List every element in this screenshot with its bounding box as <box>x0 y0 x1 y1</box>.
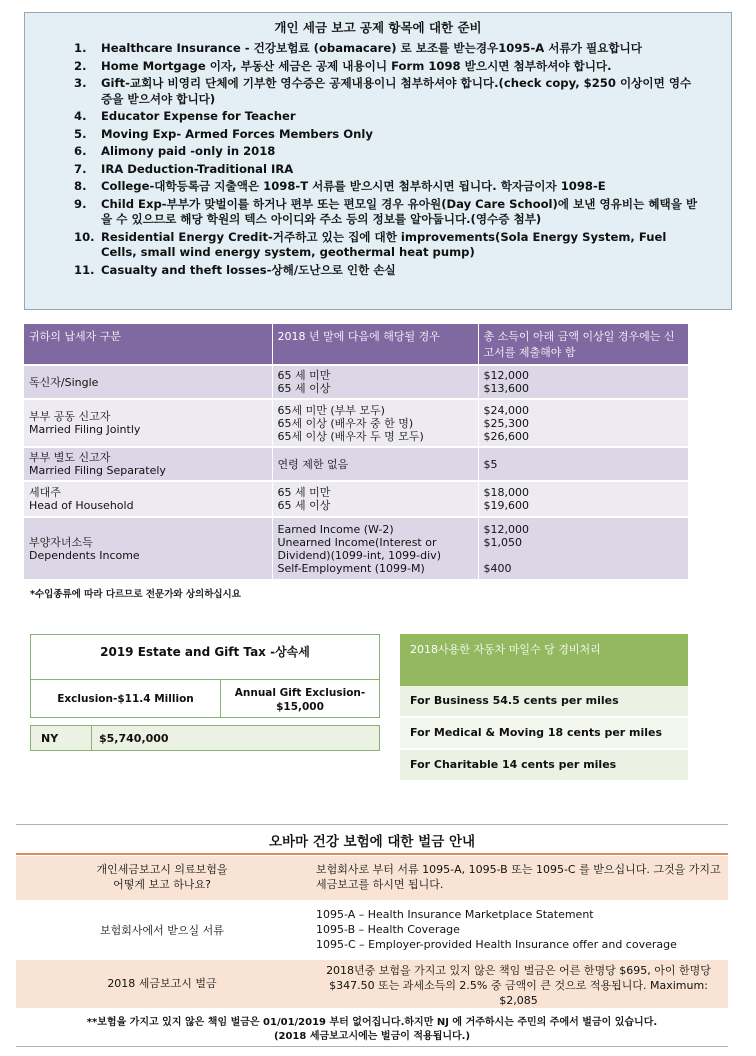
cell-line <box>484 549 683 562</box>
filer-type-cell <box>24 481 272 517</box>
prep-item-text: Moving Exp- Armed Forces Members Only <box>101 126 373 141</box>
prep-title: 개인 세금 보고 공제 항목에 대한 준비 <box>274 20 482 35</box>
prep-item-number: 7. <box>74 161 87 176</box>
ny-estate-row <box>30 725 380 751</box>
prep-item-text: Gift-교회나 비영리 단체에 기부한 영수증은 공제내용이니 첨부하셔야 합니다.(check copy, $250 이상이면 영수증을 받으셔야 합니다) <box>101 76 692 106</box>
obama-question-penalty: 2018 세금보고시 벌금 <box>107 977 217 990</box>
mileage-business: For Business 54.5 cents per miles <box>410 694 619 707</box>
filer-type-cell <box>24 517 272 579</box>
condition-cell <box>272 399 478 447</box>
obama-footnote <box>16 1016 728 1044</box>
prep-item-text: Child Exp-부부가 맞벌이를 하거나 편부 또는 편모일 경우 유아원(Day Care School)에 보낸 영유비는 혜택을 받을 수 있으므로 해당 학원의 텍스 아이디와 주소 등의 정보를 알아둡니다.(영수증 첨부) <box>101 196 698 226</box>
mileage-title: 2018사용한 자동차 마일수 당 경비처리 <box>410 643 601 656</box>
gift-exclusion-label: Annual Gift Exclusion- <box>234 687 366 699</box>
cell-line: 연령 제한 없음 <box>277 457 349 471</box>
table-header-row <box>24 324 688 365</box>
threshold-cell <box>478 447 688 481</box>
prep-item-text: Alimony paid -only in 2018 <box>101 144 276 158</box>
cell-line: Earned Income (W-2) <box>277 522 394 536</box>
obama-bottom-rule <box>16 1046 728 1047</box>
cell-line: 부양자녀소득 <box>29 535 93 549</box>
prep-item-number: 11. <box>74 262 95 277</box>
cell-line: 부부 별도 신고자 <box>29 451 111 464</box>
mileage-header <box>400 634 688 686</box>
cell-line: 세대주 <box>29 486 61 499</box>
header-filer-type: 귀하의 납세자 구분 <box>24 324 272 365</box>
prep-item-number: 6. <box>74 144 87 158</box>
cell-line: $12,000 <box>483 369 529 382</box>
prep-item <box>55 179 701 195</box>
prep-item-number: 2. <box>74 58 87 73</box>
filer-type-cell <box>24 399 272 447</box>
table-row <box>24 399 688 447</box>
cell-line: $19,600 <box>483 499 529 512</box>
cell-line: $13,600 <box>483 382 529 395</box>
form-1095-a: 1095-A – Health Insurance Marketplace Statement <box>316 908 594 921</box>
prep-list <box>55 41 701 280</box>
prep-item <box>55 109 701 125</box>
header-income-threshold: 총 소득이 아래 금액 이상일 경우에는 신고서를 제출해야 함 <box>478 324 688 365</box>
threshold-cell <box>478 517 688 579</box>
mileage-row-medical <box>400 718 688 748</box>
obama-answer-penalty: 2018년중 보험을 가지고 있지 않은 책임 벌금은 어른 한명당 $695, 아이 한명당 $347.50 또는 과세소득의 2.5% 중 금액이 큰 것으로 적용됩니다. Maximum: $2,085 <box>326 964 711 1007</box>
obama-question-reporting <box>16 862 308 892</box>
prep-item <box>55 230 701 261</box>
mileage-row-business <box>400 686 688 716</box>
obama-answer-forms <box>316 907 721 952</box>
prep-item-text: IRA Deduction-Traditional IRA <box>101 161 294 176</box>
cell-line: 65 세 미만 <box>277 486 331 499</box>
obama-footnote-line: (2018 세금보고시에는 벌금이 적용됩니다.) <box>273 1031 471 1042</box>
cell-line: $26,600 <box>483 429 529 443</box>
condition-cell <box>272 365 478 399</box>
estate-detail-row <box>31 679 379 718</box>
obama-footnote-line: **보험을 가지고 있지 않은 책임 벌금은 01/01/2019 부터 없어집니다.하지만 NJ 에 거주하시는 주민의 주에서 벌금이 있습니다. <box>86 1017 658 1028</box>
prep-item <box>55 144 701 160</box>
cell-line: Dependents Income <box>29 548 140 562</box>
obama-title: 오바마 건강 보험에 대한 벌금 안내 <box>268 834 476 850</box>
ny-label: NY <box>41 732 59 745</box>
obama-title-rule <box>16 853 728 855</box>
table-row <box>24 517 688 579</box>
mileage-charitable: For Charitable 14 cents per miles <box>410 758 617 771</box>
threshold-cell <box>478 365 688 399</box>
prep-item-number: 10. <box>74 229 95 244</box>
cell-line: $24,000 <box>483 403 529 417</box>
prep-item-number: 9. <box>74 196 87 211</box>
table-row <box>24 481 688 517</box>
estate-exclusion: Exclusion-$11.4 Million <box>31 680 221 718</box>
ny-value: $5,740,000 <box>99 732 169 745</box>
cell-line: Married Filing Jointly <box>29 423 141 436</box>
prep-item-text: College-대학등록금 지출액은 1098-T 서류를 받으시면 첨부하시면 됩니다. 학자금이자 1098-E <box>101 179 606 193</box>
prep-item <box>55 41 701 57</box>
prep-item-number: 4. <box>74 109 87 123</box>
prep-item-text: Home Mortgage 이자, 부동산 세금은 공제 내용이니 Form 1098 받으시면 첨부하셔야 합니다. <box>101 58 612 73</box>
form-1095-c: 1095-C – Employer-provided Health Insurance offer and coverage <box>316 938 677 951</box>
mileage-row-charitable <box>400 750 688 780</box>
cell-line: 65 세 이상 <box>277 499 331 512</box>
obama-row-reporting <box>16 856 728 900</box>
prep-item <box>55 76 701 107</box>
cell-line: 65 세 이상 <box>277 382 331 395</box>
prep-item-text: Residential Energy Credit-거주하고 있는 집에 대한 improvements(Sola Energy System, Fuel Cells, small wind energy system, geothermal heat pump) <box>101 229 667 259</box>
obama-question-line: 개인세금보고시 의료보험을 <box>96 863 228 876</box>
prep-item-text: Healthcare Insurance - 건강보험료 (obamacare) 로 보조를 받는경우1095-A 서류가 필요합니다 <box>101 41 642 55</box>
annual-gift-exclusion <box>221 686 379 714</box>
cell-line: Head of Household <box>29 499 134 512</box>
cell-line: Unearned Income(Interest or <box>277 535 437 549</box>
condition-cell <box>272 447 478 481</box>
cell-line: 65세 미만 (부부 모두) <box>277 403 385 417</box>
table-row <box>24 447 688 481</box>
condition-cell <box>272 517 478 579</box>
filer-type-cell <box>24 447 272 481</box>
prep-item <box>55 197 701 228</box>
estate-title: 2019 Estate and Gift Tax -상속세 <box>100 645 310 659</box>
prep-item <box>55 263 701 279</box>
cell-line: Married Filing Separately <box>29 464 166 477</box>
cell-line: $12,000 <box>483 522 529 536</box>
form-1095-b: 1095-B – Health Coverage <box>316 923 460 936</box>
cell-line: Self-Employment (1099-M) <box>277 561 425 575</box>
table-footnote: *수입종류에 따라 다르므로 전문가와 상의하십시요 <box>30 589 241 600</box>
prep-item-number: 8. <box>74 179 87 193</box>
header-condition: 2018 년 말에 다음에 해당될 경우 <box>272 324 478 365</box>
obama-row-penalty <box>16 960 728 1008</box>
cell-line: 부부 공동 신고자 <box>29 410 111 423</box>
filing-requirements-table <box>24 324 689 579</box>
obama-question-line: 어떻게 보고 하나요? <box>113 878 211 891</box>
obama-question-forms: 보험회사에서 받으실 서류 <box>100 924 224 937</box>
condition-cell <box>272 481 478 517</box>
cell-line: $400 <box>483 561 512 575</box>
prep-item-number: 5. <box>74 126 87 141</box>
cell-line: $18,000 <box>483 486 529 499</box>
prep-item-number: 3. <box>74 76 87 90</box>
mileage-medical: For Medical & Moving 18 cents per miles <box>410 726 663 739</box>
prep-item-number: 1. <box>74 41 87 55</box>
obama-row-forms <box>16 902 728 958</box>
threshold-cell <box>478 399 688 447</box>
table-row <box>24 365 688 399</box>
cell-line: 65 세 미만 <box>277 369 331 382</box>
cell-line: 65세 이상 (배우자 중 한 명) <box>277 416 414 430</box>
cell-line: 독신자/Single <box>29 375 99 389</box>
cell-line: 65세 이상 (배우자 두 명 모두) <box>277 429 424 443</box>
estate-gift-tax-box <box>30 634 380 718</box>
prep-item <box>55 162 701 178</box>
prep-item-text: Casualty and theft losses-상해/도난으로 인한 손실 <box>101 262 396 277</box>
filer-type-cell <box>24 365 272 399</box>
cell-line: Dividend)(1099-int, 1099-div) <box>277 548 441 562</box>
ny-divider <box>91 726 92 750</box>
obama-answer-reporting: 보험회사로 부터 서류 1095-A, 1095-B 또는 1095-C 를 받으십니다. 그것을 가지고 세금보고를 하시면 됩니다. <box>316 863 721 891</box>
deduction-prep-box <box>24 12 732 310</box>
prep-item <box>55 127 701 143</box>
cell-line: $5 <box>483 457 498 471</box>
prep-item-text: Educator Expense for Teacher <box>101 109 296 123</box>
threshold-cell <box>478 481 688 517</box>
cell-line: $25,300 <box>483 416 529 430</box>
gift-exclusion-value: $15,000 <box>276 701 324 713</box>
obama-top-rule <box>16 824 728 825</box>
cell-line: $1,050 <box>483 535 522 549</box>
prep-item <box>55 59 701 75</box>
